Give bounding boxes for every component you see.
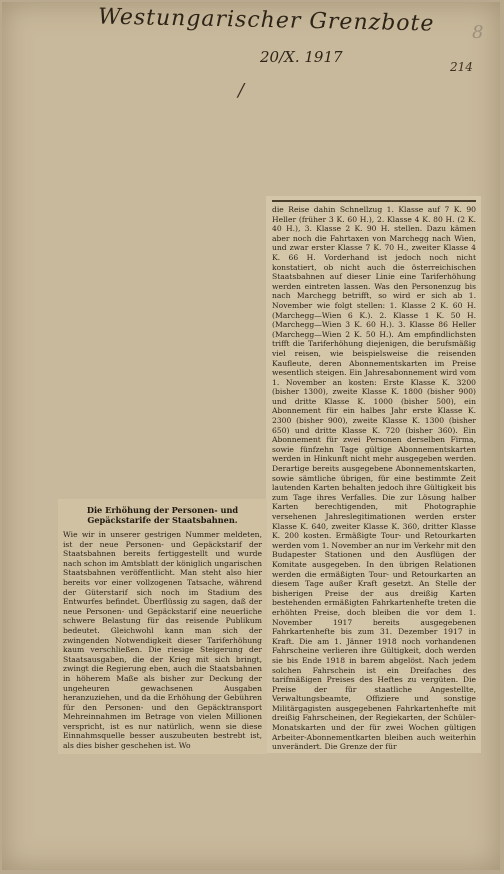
corner-pencil-mark: 8 xyxy=(472,22,484,43)
handwritten-masthead: Westungarischer Grenzbote xyxy=(97,4,435,37)
right-column-text: die Reise dahin Schnellzug 1. Klasse auf 7 K. 90 Heller (früher 3 K. 60 H.), 2. Klasse 4 K. 80 H. (2 K. 40 H.), 3. Klasse 2 K. 90 H. stellen. Dazu kämen aber noch die Fahrtaxen von Marchegg nach Wien, und zwar erster Klasse 7 K. 70 H., zweiter Klasse 4 K. 66 H. Vorderhand ist jedoch noch nicht konstatiert, ob nicht auch die österreichischen Staatsbahnen auf dieser Linie eine Tariferhöhung werden eintreten lassen. Was den Personenzug bis nach Marchegg betrifft, so wird er sich ab 1. November wie folgt stellen: 1. Klasse 2 K. 60 H. (Marchegg—Wien 6 K.). 2. Klasse 1 K. 50 H. (Marchegg—Wien 3 K. 60 H.). 3. Klasse 86 Heller (Marchegg—Wien 2 K. 50 H.). Am empfindlichsten trifft die Tariferhöhung diejenigen, die berufsmäßig viel reisen, wie beispielsweise die reisenden Kaufleute, deren Abonnementskarten im Preise wesentlich steigen. Ein Jahresabonnement wird vom 1. November an kosten: Erste Klasse K. 3200 (bisher 1300), zweite Klasse K. 1800 (bisher 900) und dritte Klasse K. 1000 (bisher 500), ein Abonnement für ein halbes Jahr erste Klasse K. 2300 (bisher 900), zweite Klasse K. 1300 (bisher 650) und dritte Klasse K. 720 (bisher 360). Ein Abonnement für zwei Personen derselben Firma, sowie fünfzehn Tage gültige Abonnementskarten werden in Hinkunft nicht mehr ausgegeben werden. Derartige bereits ausgegebene Abonnementskarten, sowie sämtliche übrigen, für eine bestimmte Zeit lautenden Karten behalten jedoch ihre Gültigkeit bis zum Tage ihres Verfalles. Die zur Lösung halber Karten berechtigenden, mit Photographie versehenen Jahreslegitimationen werden erster Klasse K. 640, zweiter Klasse K. 360, dritter Klasse K. 200 kosten. Ermäßigte Tour- und Retourkarten werden vom 1. November an nur im Verkehr mit den Budapester Stationen und den Ausflügen der Komitate ausgegeben. In den übrigen Relationen werden die ermäßigten Tour- und Retourkarten an diesem Tage außer Kraft gesetzt. An Stelle der bisherigen Preise der aus dreißig Karten bestehenden ermäßigten Fahrkartenhefte treten die erhöhten Preise, doch bleiben die vor dem 1. November 1917 bereits ausgegebenen Fahrkartenhefte bis zum 31. Dezember 1917 in Kraft. Die am 1. Jänner 1918 noch vorhandenen Fahrscheine verlieren ihre Gültigkeit, doch werden sie bis Ende 1918 in barem abgelöst. Nach jedem solchen Fahrschein ist ein Dreifaches des tarifmäßigen Preises des Heftes zu vergüten. Die Preise der für staatliche Angestellte, Verwaltungsbeamte, Offiziere und sonstige Militärgagisten ausgegebenen Fahrkartenhefte mit dreißig Fahrscheinen, der Regiekarten, der Schüler-Monatskarten und der für zwei Wochen gültigen Arbeiter-Abonnementkarten bleiben auch weiterhin unverändert. Die Grenze der für xyxy=(272,205,476,752)
handwritten-date: 20/X. 1917 xyxy=(260,48,343,66)
margin-mark: / xyxy=(238,80,245,101)
column-rule xyxy=(272,200,476,202)
newspaper-clipping-left xyxy=(58,499,267,754)
article-headline: Die Erhöhung der Personen- und Gepäckstarife der Staatsbahnen. xyxy=(86,505,239,525)
newspaper-clipping-right xyxy=(266,196,481,753)
archive-sheet xyxy=(2,2,500,870)
left-column-text: Wie wir in unserer gestrigen Nummer meldeten, ist der neue Personen- und Gepäckstarif der Staatsbahnen bereits fertiggestellt und wurde nach schon im Amtsblatt der königlich ungarischen Staatsbahnen veröffentlicht. Man steht also hier bereits vor einer vollzogenen Tatsache, während der Güterstarif sich noch im Stadium des Entwurfes befindet. Überflüssig zu sagen, daß der neue Personen- und Gepäckstarif eine neuerliche schwere Belastung für das reisende Publikum bedeutet. Gleichwohl kann man sich der zwingenden Notwendigkeit dieser Tariferhöhung kaum verschließen. Die riesige Steigerung der Staatsausgaben, die der Krieg mit sich bringt, zwingt die Regierung eben, auch die Staatsbahnen in höherem Maße als bisher zur Deckung der ungeheuren gewachsenen Ausgaben heranzuziehen, und da die Erhöhung der Gebühren für den Personen- und den Gepäcktransport Mehreinnahmen im Betrage von vielen Millionen verspricht, ist es nur natürlich, wenn sie diese Einnahmsquelle besser auszubeuten bestrebt ist, als dies bisher geschehen ist. Wo xyxy=(63,530,262,751)
archive-number: 214 xyxy=(450,60,473,74)
